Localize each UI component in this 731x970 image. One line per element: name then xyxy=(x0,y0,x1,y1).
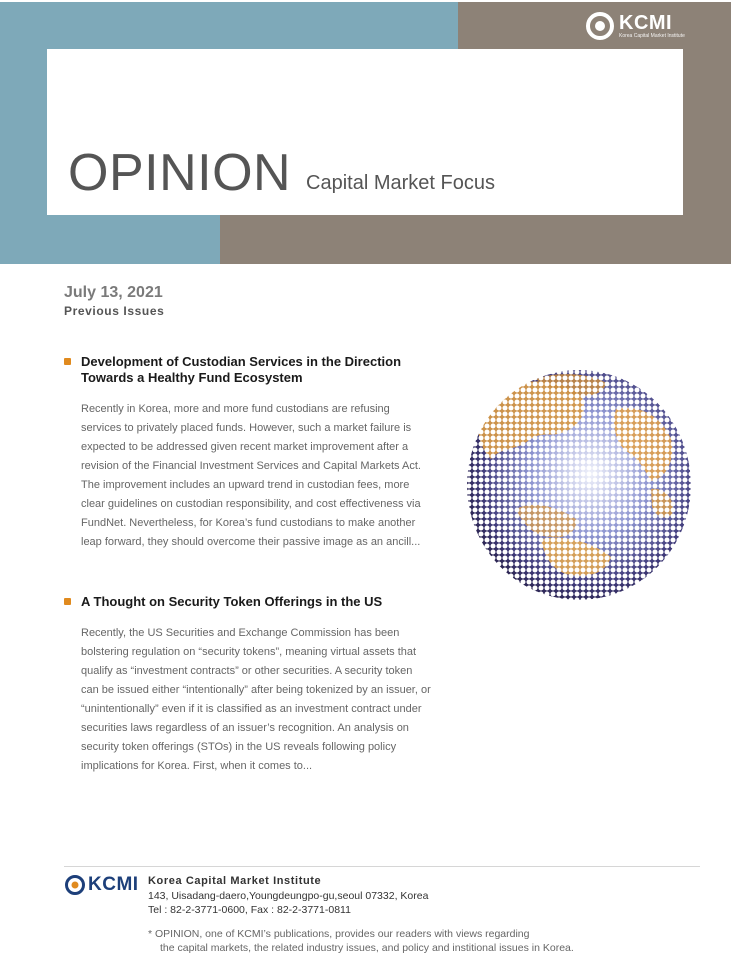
issue-date: July 13, 2021 xyxy=(64,284,163,301)
banner-brown-panel xyxy=(220,215,458,264)
brand-name: KCMI xyxy=(619,12,673,34)
header-banner xyxy=(0,0,731,264)
article-summary: Recently, the US Securities and Exchange Commission has been bolstering regulation on “security tokens”, meaning virtual assets that qualify as “investment contracts” or other securities. A security token can be issued either “intentionally” after being tokenized by an issuer, or “unintentionally” even if it is classified as an investment contract under securities laws regardless of an issuer’s recognition. An analysis on security token offerings (STOs) in the US reveals following policy implications for Korea. First, when it comes to... xyxy=(81,627,431,772)
footer-note: * OPINION, one of KCMI’s publications, provides our readers with views regarding xyxy=(148,928,530,940)
article-summary: Recently in Korea, more and more fund custodians are refusing services to privately placed funds. However, such a market failure is expected to be addressed given recent market improvement after a revision of the Financial Investment Services and Capital Markets Act. The improvement includes an upward trend in custodian fees, more clear guidelines on custodian responsibility, and cost effectiveness via FundNet. Nevertheless, for Korea’s fund custodians to make another leap forward, they should overcome their passive image as an ancill... xyxy=(81,403,421,548)
kcmi-logo-icon xyxy=(585,11,615,41)
footer-address: 143, Uisadang-daero,Youngdeungpo-gu,seoul 07332, Korea xyxy=(148,890,429,902)
article-item xyxy=(64,354,434,552)
article-title-link[interactable]: Development of Custodian Services in the Direction Towards a Healthy Fund Ecosystem xyxy=(81,354,402,385)
bullet-icon xyxy=(64,598,71,605)
footer-logo-text: KCMI xyxy=(88,874,139,895)
bullet-icon xyxy=(64,358,71,365)
kcmi-logo xyxy=(585,10,685,42)
banner-top-line xyxy=(0,0,731,2)
article-title-link[interactable]: A Thought on Security Token Offerings in the US xyxy=(81,594,383,609)
footer-note: the capital markets, the related industry issues, and policy and institional issues in Korea. xyxy=(160,942,574,954)
footer-divider xyxy=(64,866,700,867)
kcmi-logo-icon xyxy=(64,874,86,896)
page-title: OPINION xyxy=(68,144,292,202)
brand-subtitle: Korea Capital Market Institute xyxy=(619,33,685,39)
globe-image xyxy=(466,369,692,601)
article-item xyxy=(64,594,434,776)
footer-logo xyxy=(64,874,139,896)
page-subtitle: Capital Market Focus xyxy=(306,172,495,194)
footer-org-name: Korea Capital Market Institute xyxy=(148,875,322,887)
footer-contact: Tel : 82-2-3771-0600, Fax : 82-2-3771-0811 xyxy=(148,904,351,916)
previous-issues-link[interactable]: Previous Issues xyxy=(64,304,165,318)
